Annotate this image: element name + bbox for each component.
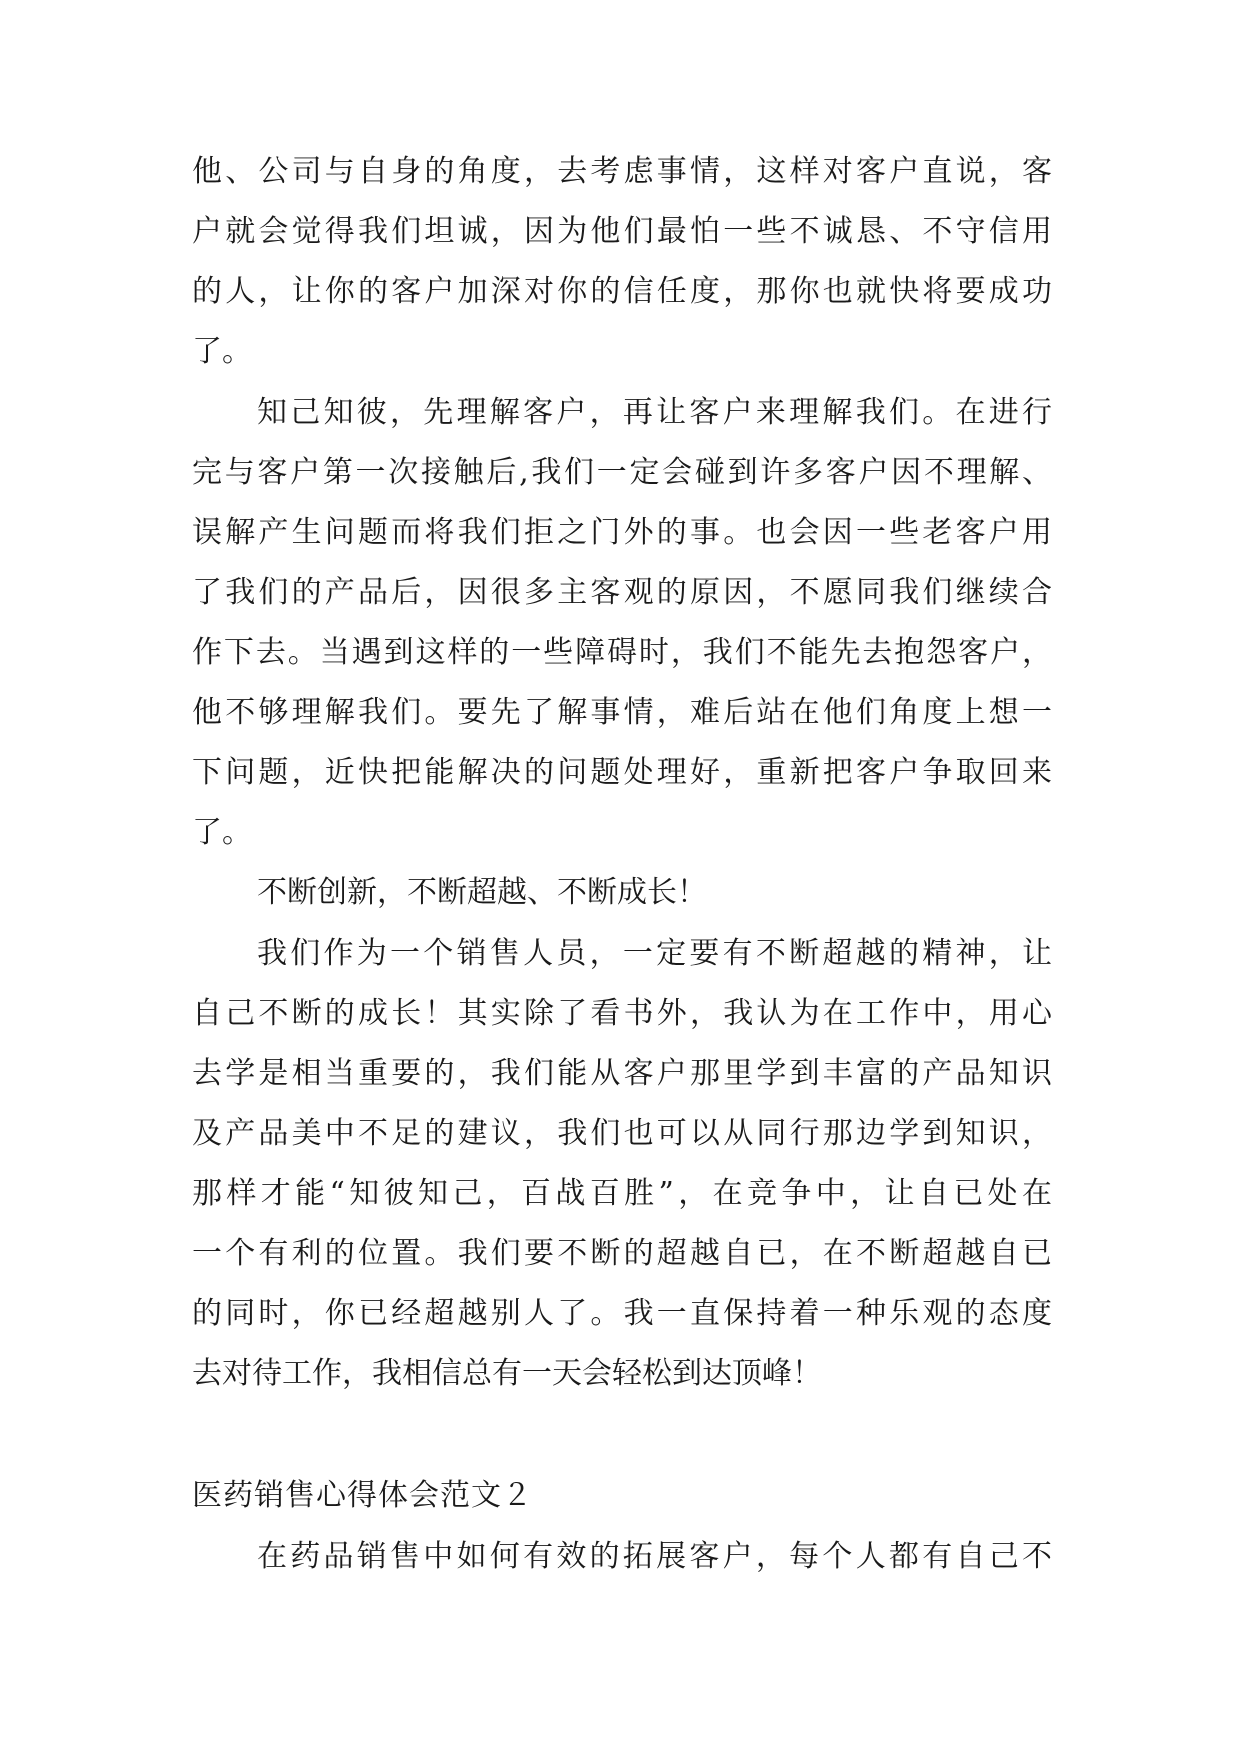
paragraph-line: 了我们的产品后，因很多主客观的原因，不愿同我们继续合	[192, 575, 1052, 610]
paragraph-line: 误解产生问题而将我们拒之门外的事。也会因一些老客户用	[192, 515, 1052, 550]
paragraph-line: 他、公司与自身的角度，去考虑事情，这样对客户直说，客	[192, 154, 1052, 189]
paragraph-line: 的同时，你已经超越别人了。我一直保持着一种乐观的态度	[192, 1296, 1052, 1331]
section-title: 医药销售心得体会范文２	[192, 1478, 533, 1513]
paragraph-line: 在药品销售中如何有效的拓展客户，每个人都有自己不	[257, 1539, 1052, 1574]
paragraph-line: 去对待工作，我相信总有一天会轻松到达顶峰！	[192, 1356, 822, 1391]
paragraph-line: 自己不断的成长！其实除了看书外，我认为在工作中，用心	[192, 996, 1052, 1031]
paragraph-line: 不断创新，不断超越、不断成长！	[257, 875, 707, 910]
paragraph-line: 了。	[192, 815, 252, 850]
paragraph-line: 我们作为一个销售人员，一定要有不断超越的精神，让	[257, 936, 1052, 971]
paragraph-line: 他不够理解我们。要先了解事情，难后站在他们角度上想一	[192, 695, 1052, 730]
paragraph-line: 去学是相当重要的，我们能从客户那里学到丰富的产品知识	[192, 1056, 1052, 1091]
paragraph-line: 作下去。当遇到这样的一些障碍时，我们不能先去抱怨客户，	[192, 635, 1052, 670]
paragraph-line: 知己知彼，先理解客户，再让客户来理解我们。在进行	[257, 395, 1052, 430]
paragraph-line: 及产品美中不足的建议，我们也可以从同行那边学到知识，	[192, 1116, 1052, 1151]
paragraph-line: 一个有利的位置。我们要不断的超越自已，在不断超越自已	[192, 1236, 1052, 1271]
paragraph-line: 的人，让你的客户加深对你的信任度，那你也就快将要成功	[192, 274, 1052, 309]
paragraph-line: 户就会觉得我们坦诚，因为他们最怕一些不诚恳、不守信用	[192, 214, 1052, 249]
paragraph-line: 完与客户第一次接触后,我们一定会碰到许多客户因不理解、	[192, 455, 1052, 490]
paragraph-line: 那样才能“知彼知己，百战百胜”，在竞争中，让自已处在	[192, 1176, 1052, 1211]
paragraph-line: 下问题，近快把能解决的问题处理好，重新把客户争取回来	[192, 755, 1052, 790]
paragraph-line: 了。	[192, 334, 252, 369]
